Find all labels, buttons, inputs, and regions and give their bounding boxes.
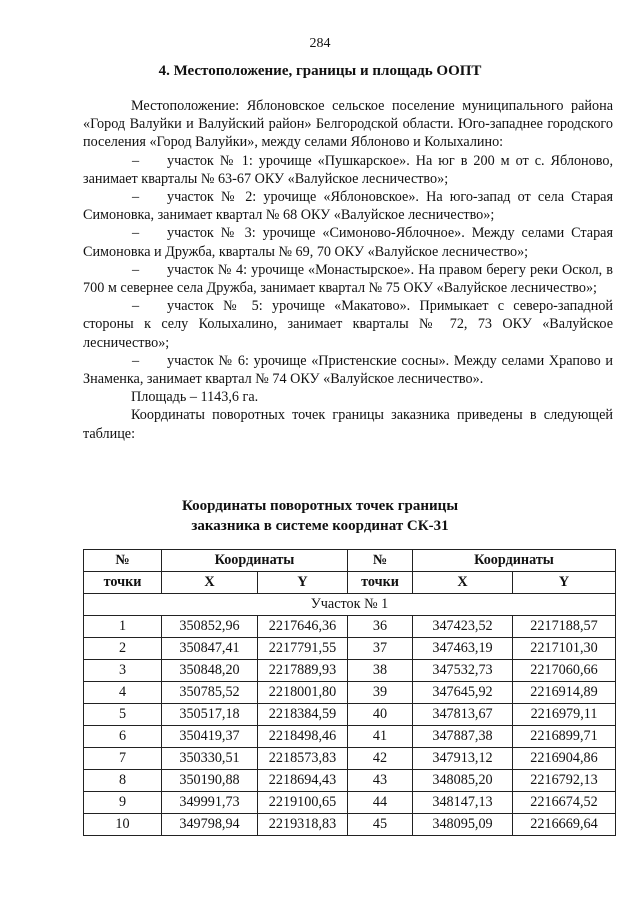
dash-bullet: – [132, 189, 140, 206]
section-label: Участок № 1 [84, 594, 616, 616]
section-text: участок № 3: урочище «Симоново-Яблочное». Между селами Старая Симоновка и Дружба, кварталы № 69, 70 ОКУ «Валуйское лесничество»; [83, 225, 613, 260]
table-row [84, 660, 616, 682]
x-coordinate-cell: 347532,73 [413, 660, 513, 682]
x-coordinate-cell: 350517,18 [162, 704, 258, 726]
table-title-line-1: Координаты поворотных точек границы [181, 498, 459, 514]
y-coordinate-cell: 2217060,66 [513, 660, 616, 682]
section-heading: 4. Местоположение, границы и площадь ООПТ [158, 63, 482, 79]
dash-bullet: – [132, 225, 140, 242]
section-text: участок № 2: урочище «Яблоновское». На юго-запад от села Старая Симоновка, занимает квартал № 68 ОКУ «Валуйское лесничество»; [83, 189, 613, 224]
table-row [84, 704, 616, 726]
col-coords-header: Координаты [162, 550, 348, 572]
col-x-header: X [413, 572, 513, 594]
x-coordinate-cell: 350419,37 [162, 726, 258, 748]
section-text: участок № 1: урочище «Пушкарское». На юг в 200 м от с. Яблоново, занимает кварталы № 63-67 ОКУ «Валуйское лесничество»; [83, 152, 613, 187]
point-number-cell: 7 [84, 748, 162, 770]
point-number-cell: 44 [348, 792, 413, 814]
point-number-cell: 8 [84, 770, 162, 792]
dash-bullet: – [132, 152, 140, 169]
x-coordinate-cell: 349991,73 [162, 792, 258, 814]
table-row [84, 814, 616, 836]
x-coordinate-cell: 347913,12 [413, 748, 513, 770]
table-row [84, 748, 616, 770]
page-number: 284 [309, 36, 331, 51]
dash-bullet: – [132, 352, 140, 369]
point-number-cell: 45 [348, 814, 413, 836]
x-coordinate-cell: 350330,51 [162, 748, 258, 770]
point-number-cell: 39 [348, 682, 413, 704]
table-row [84, 792, 616, 814]
section-item-3 [83, 224, 613, 260]
col-num-header: № [348, 550, 413, 572]
dash-bullet: – [132, 298, 140, 315]
point-number-cell: 4 [84, 682, 162, 704]
section-item-5 [83, 297, 613, 352]
point-number-cell: 43 [348, 770, 413, 792]
y-coordinate-cell: 2216792,13 [513, 770, 616, 792]
col-x-header: X [162, 572, 258, 594]
col-y-header: Y [513, 572, 616, 594]
x-coordinate-cell: 348147,13 [413, 792, 513, 814]
y-coordinate-cell: 2216674,52 [513, 792, 616, 814]
x-coordinate-cell: 350852,96 [162, 616, 258, 638]
x-coordinate-cell: 350847,41 [162, 638, 258, 660]
y-coordinate-cell: 2216899,71 [513, 726, 616, 748]
x-coordinate-cell: 348085,20 [413, 770, 513, 792]
area-line: Площадь – 1143,6 га. [131, 389, 259, 406]
x-coordinate-cell: 347887,38 [413, 726, 513, 748]
section-text: участок № 6: урочище «Пристенские сосны». Между селами Храпово и Знаменка, занимает квартал № 74 ОКУ «Валуйское лесничество». [83, 352, 613, 388]
point-number-cell: 3 [84, 660, 162, 682]
table-row [84, 770, 616, 792]
location-paragraph: Местоположение: Яблоновское сельское поселение муниципального района «Город Валуйки и Валуйский район» Белгородской области. Юго-западнее городского поселения «Город Валуйки», между селами Яблоново и Колыхалино: [83, 98, 613, 151]
point-number-cell: 38 [348, 660, 413, 682]
y-coordinate-cell: 2218001,80 [258, 682, 348, 704]
x-coordinate-cell: 350785,52 [162, 682, 258, 704]
section-item-6 [83, 352, 613, 388]
x-coordinate-cell: 349798,94 [162, 814, 258, 836]
point-number-cell: 2 [84, 638, 162, 660]
table-intro: Координаты поворотных точек границы заказника приведены в следующей таблице: [83, 407, 613, 442]
point-number-cell: 9 [84, 792, 162, 814]
x-coordinate-cell: 350848,20 [162, 660, 258, 682]
point-number-cell: 5 [84, 704, 162, 726]
table-row [84, 682, 616, 704]
y-coordinate-cell: 2217188,57 [513, 616, 616, 638]
y-coordinate-cell: 2219318,83 [258, 814, 348, 836]
table-title-line-2: заказника в системе координат СК-31 [191, 518, 449, 534]
x-coordinate-cell: 348095,09 [413, 814, 513, 836]
y-coordinate-cell: 2218573,83 [258, 748, 348, 770]
col-num-subheader: точки [84, 572, 162, 594]
x-coordinate-cell: 347463,19 [413, 638, 513, 660]
y-coordinate-cell: 2219100,65 [258, 792, 348, 814]
y-coordinate-cell: 2216914,89 [513, 682, 616, 704]
x-coordinate-cell: 347645,92 [413, 682, 513, 704]
y-coordinate-cell: 2216979,11 [513, 704, 616, 726]
section-item-4 [83, 261, 613, 297]
coordinates-table [83, 549, 616, 836]
section-item-1 [83, 152, 613, 188]
y-coordinate-cell: 2218384,59 [258, 704, 348, 726]
point-number-cell: 6 [84, 726, 162, 748]
col-y-header: Y [258, 572, 348, 594]
y-coordinate-cell: 2217101,30 [513, 638, 616, 660]
y-coordinate-cell: 2216904,86 [513, 748, 616, 770]
y-coordinate-cell: 2217889,93 [258, 660, 348, 682]
section-text: участок № 5: урочище «Макатово». Примыкает с северо-западной стороны к селу Колыхалино, занимает кварталы № 72, 73 ОКУ «Валуйское лесничество»; [83, 298, 613, 351]
point-number-cell: 10 [84, 814, 162, 836]
section-text: участок № 4: урочище «Монастырское». На правом берегу реки Оскол, в 700 м севернее села Дружба, занимает квартал № 75 ОКУ «Валуйское лесничество»; [83, 261, 613, 297]
table-title [0, 496, 640, 536]
point-number-cell: 40 [348, 704, 413, 726]
col-num-header: № [84, 550, 162, 572]
x-coordinate-cell: 347813,67 [413, 704, 513, 726]
point-number-cell: 37 [348, 638, 413, 660]
body-text [83, 97, 613, 443]
table-row [84, 616, 616, 638]
y-coordinate-cell: 2218694,43 [258, 770, 348, 792]
x-coordinate-cell: 350190,88 [162, 770, 258, 792]
point-number-cell: 42 [348, 748, 413, 770]
y-coordinate-cell: 2217646,36 [258, 616, 348, 638]
table-row [84, 726, 616, 748]
col-num-subheader: точки [348, 572, 413, 594]
y-coordinate-cell: 2218498,46 [258, 726, 348, 748]
col-coords-header: Координаты [413, 550, 616, 572]
point-number-cell: 1 [84, 616, 162, 638]
point-number-cell: 41 [348, 726, 413, 748]
dash-bullet: – [132, 261, 140, 278]
section-row [84, 594, 616, 616]
y-coordinate-cell: 2216669,64 [513, 814, 616, 836]
x-coordinate-cell: 347423,52 [413, 616, 513, 638]
table-row [84, 638, 616, 660]
table-header-row [84, 550, 616, 572]
table-subheader-row [84, 572, 616, 594]
section-item-2 [83, 188, 613, 224]
y-coordinate-cell: 2217791,55 [258, 638, 348, 660]
point-number-cell: 36 [348, 616, 413, 638]
